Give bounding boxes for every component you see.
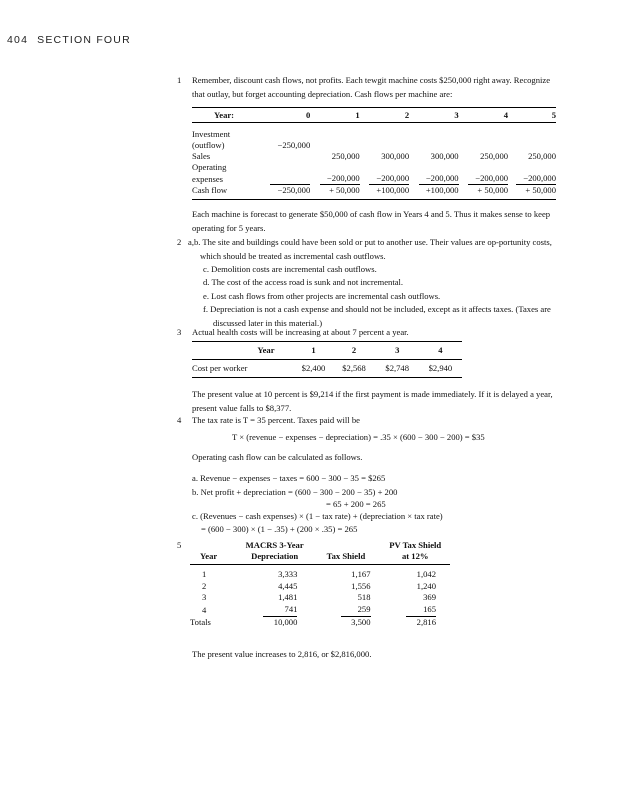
table-row: Operating	[192, 162, 227, 172]
answer-1-number: 1	[177, 75, 182, 85]
col-1: 1	[310, 108, 359, 123]
section-title: SECTION FOUR	[37, 34, 131, 46]
col-depreciation: MACRS 3-Year Depreciation	[245, 540, 304, 561]
answer-3-conclusion: The present value at 10 percent is $9,214 if the first payment is made immediately. If it is delayed a year, present value falls to $8,377.	[192, 389, 553, 413]
col-4: 4	[459, 108, 508, 123]
answer-1-conclusion: Each machine is forecast to generate $50,000 of cash flow in Years 4 and 5. Thus it makes sense to keep operating for 5 years.	[192, 209, 551, 233]
answer-3-number: 3	[177, 327, 182, 337]
col-year: Year	[200, 551, 218, 561]
answer-2-d: d. The cost of the access road is sunk and not incremental.	[203, 277, 404, 287]
col-year: Year	[192, 342, 295, 360]
answer-2-e: e. Lost cash flows from other projects are incremental cash outflows.	[203, 291, 441, 301]
col-tax-shield: Tax Shield	[326, 551, 366, 561]
answer-5-number: 5	[177, 540, 182, 550]
page-number: 404	[7, 34, 29, 46]
col-year: Year:	[192, 108, 264, 123]
tax-formula: T × (revenue − expenses − depreciation) = .35 × (600 − 300 − 200) = $35	[232, 432, 485, 442]
table-row: (outflow) −250,000	[192, 140, 311, 150]
answer-2-f: f. Depreciation is not a cash expense and should not be included, except as it affects taxes. (Taxes are discussed later in this material.)	[203, 304, 551, 328]
col-3: 3	[409, 108, 458, 123]
answer-4-c-line2: = (600 − 300) × (1 − .35) + (200 × .35) = 265	[201, 524, 358, 534]
col-0: 0	[264, 108, 310, 123]
health-cost-table: Year 1 2 3 4 Cost per worker $2,400 $2,568 $2,748 $2,940	[192, 341, 462, 378]
col-5: 5	[508, 108, 556, 123]
answer-5-conclusion: The present value increases to 2,816, or $2,816,000.	[192, 649, 372, 659]
table-row: Sales 250,000 300,000 300,000 250,000 250,000	[192, 151, 556, 161]
table-row: 4 741 259 165	[190, 604, 450, 617]
table-row: Cost per worker $2,400 $2,568 $2,748 $2,940	[192, 360, 462, 378]
col-2: 2	[360, 108, 409, 123]
answer-2-number: 2	[177, 237, 182, 247]
table-row: 3 1,481 518 369	[202, 592, 436, 603]
table-row: expenses −200,000 −200,000 −200,000 −200,000 −200,000	[192, 173, 556, 184]
answer-4-intro: The tax rate is T = 35 percent. Taxes paid will be	[192, 415, 360, 425]
macrs-table	[190, 540, 450, 629]
answer-4-c-line1: c. (Revenues − cash expenses) × (1 − tax rate) + (depreciation × tax rate)	[192, 511, 443, 521]
answer-4-b-line1: b. Net profit + depreciation = (600 − 300 − 200 − 35) + 200	[192, 487, 398, 497]
col-pv-tax-shield: PV Tax Shield at 12%	[389, 540, 442, 561]
table-row: Investment	[192, 129, 231, 139]
answer-4-b-line2: = 65 + 200 = 265	[326, 499, 386, 509]
answer-1-intro: Remember, discount cash flows, not profits. Each tewgit machine costs $250,000 right away. Recognize that outlay, but forget accounting depreciation. Cash flows per machine are:	[192, 75, 551, 99]
table-row-totals: Totals 10,000 3,500 2,816	[190, 616, 436, 627]
running-head	[7, 34, 131, 46]
table-row: Cash flow −250,000 + 50,000 +100,000 +100,000 + 50,000 + 50,000	[192, 185, 556, 200]
cash-flow-table	[192, 107, 556, 200]
answer-2-ab: a,b. The site and buildings could have been sold or put to another use. Their values are op-portunity costs, which should be treated as incremental cash outflows.	[188, 237, 552, 261]
table-row: 2 4,445 1,556 1,240	[202, 580, 436, 591]
answer-4-a: a. Revenue − expenses − taxes = 600 − 300 − 35 = $265	[192, 473, 386, 483]
answer-4-number: 4	[177, 415, 182, 425]
answer-2-c: c. Demolition costs are incremental cash outflows.	[203, 264, 377, 274]
table-row: 1 3,333 1,167 1,042	[202, 569, 436, 579]
answer-4-lead: Operating cash flow can be calculated as follows.	[192, 452, 363, 462]
answer-3-intro: Actual health costs will be increasing at about 7 percent a year.	[192, 327, 409, 337]
